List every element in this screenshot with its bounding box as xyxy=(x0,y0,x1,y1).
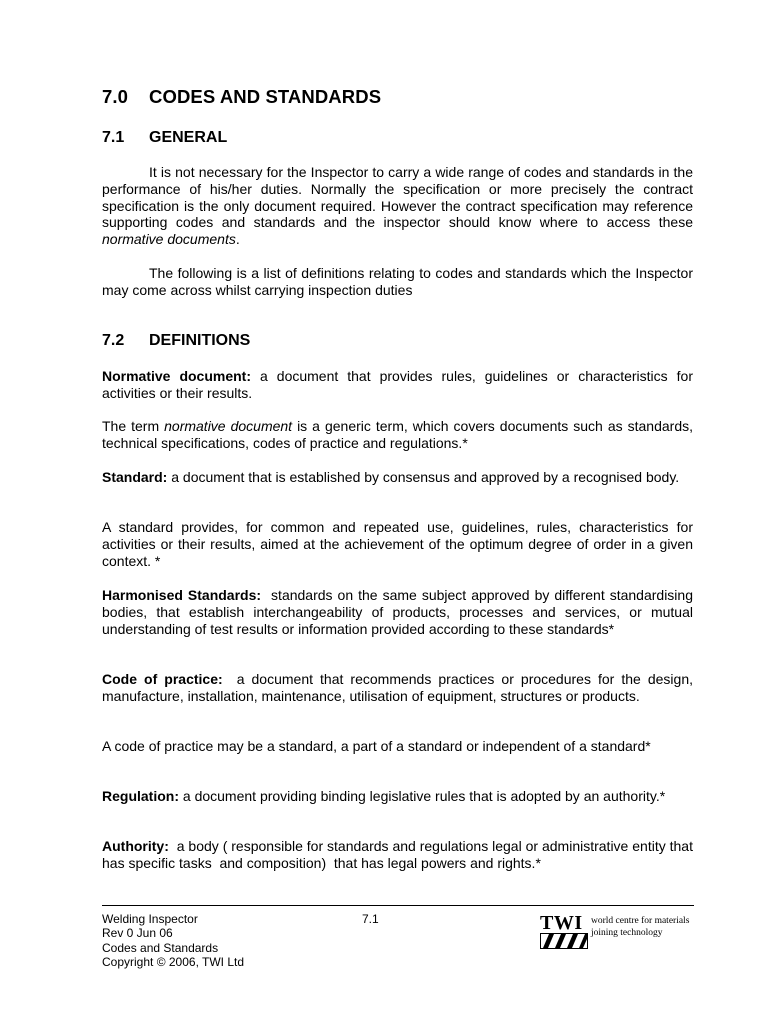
normative-term-paragraph: The term normative document is a generic term, which covers documents such as standards, technical specifications, codes of practice and regulations.* xyxy=(102,418,693,451)
footer-copyright: Copyright © 2006, TWI Ltd xyxy=(102,954,245,969)
footer-chapter: Codes and Standards xyxy=(102,940,219,955)
logo-tagline: world centre for materials joining technology xyxy=(591,916,690,938)
page-number: 7.1 xyxy=(362,912,379,926)
logo-text: TWI xyxy=(540,912,583,934)
subsection-heading-definitions xyxy=(102,332,250,350)
footer-course: Welding Inspector xyxy=(102,912,198,926)
definition-standard: Standard: a document that is established by consensus and approved by a recognised body. xyxy=(102,469,680,485)
definition-term: Code of practice: xyxy=(102,671,223,687)
definition-term: Regulation: xyxy=(102,788,179,804)
footer-info xyxy=(102,912,244,969)
definition-term: Standard: xyxy=(102,469,168,485)
subsection-heading-general xyxy=(102,129,227,147)
standard-paragraph: A standard provides, for common and repeated use, guidelines, rules, characteristics for activities or their results, aimed at the achievement of the optimum degree of order in a given context. * xyxy=(102,519,693,569)
definition-normative-document: Normative document: a document that provides rules, guidelines or characteristics for activities or their results. xyxy=(102,368,693,401)
general-paragraph-2: The following is a list of definitions relating to codes and standards which the Inspector may come across whilst carrying inspection duties xyxy=(102,265,693,298)
definition-authority: Authority: a body ( responsible for standards and regulations legal or administrative entity that has specific tasks and composition) that has legal powers and rights.* xyxy=(102,838,697,871)
subsection-number: 7.1 xyxy=(102,129,125,146)
section-title: CODES AND STANDARDS xyxy=(149,86,382,107)
definition-term: Authority: xyxy=(102,838,169,854)
definition-term: Harmonised Standards: xyxy=(102,587,262,603)
logo-bars-icon xyxy=(540,933,588,949)
general-paragraph-1: It is not necessary for the Inspector to carry a wide range of codes and standards in the performance of his/her duties. Normally the specification or more precisely the contract specification is the only document required. However the contract specification may reference supporting codes and standards and the inspector should know where to access these normative documents. xyxy=(102,164,693,248)
section-heading xyxy=(102,86,381,108)
definition-code-of-practice: Code of practice: a document that recommends practices or procedures for the design, manufacture, installation, maintenance, utilisation of equipment, structures or products. xyxy=(102,671,697,704)
code-of-practice-paragraph: A code of practice may be a standard, a part of a standard or independent of a standard* xyxy=(102,738,651,754)
footer-revision: Rev 0 Jun 06 xyxy=(102,926,173,941)
footer-divider xyxy=(102,905,694,906)
subsection-title: DEFINITIONS xyxy=(149,332,251,349)
definition-harmonised-standards: Harmonised Standards: standards on the same subject approved by different standardising bodies, that establish interchangeability of products, processes and services, or mutual understanding of test results or information provided according to these standards* xyxy=(102,587,697,637)
definition-term: Normative document: xyxy=(102,368,252,384)
subsection-number: 7.2 xyxy=(102,332,125,349)
subsection-title: GENERAL xyxy=(149,129,228,146)
section-number: 7.0 xyxy=(102,86,129,107)
definition-regulation: Regulation: a document providing binding legislative rules that is adopted by an authority.* xyxy=(102,788,666,804)
normative-documents-emphasis: normative documents xyxy=(102,231,236,248)
